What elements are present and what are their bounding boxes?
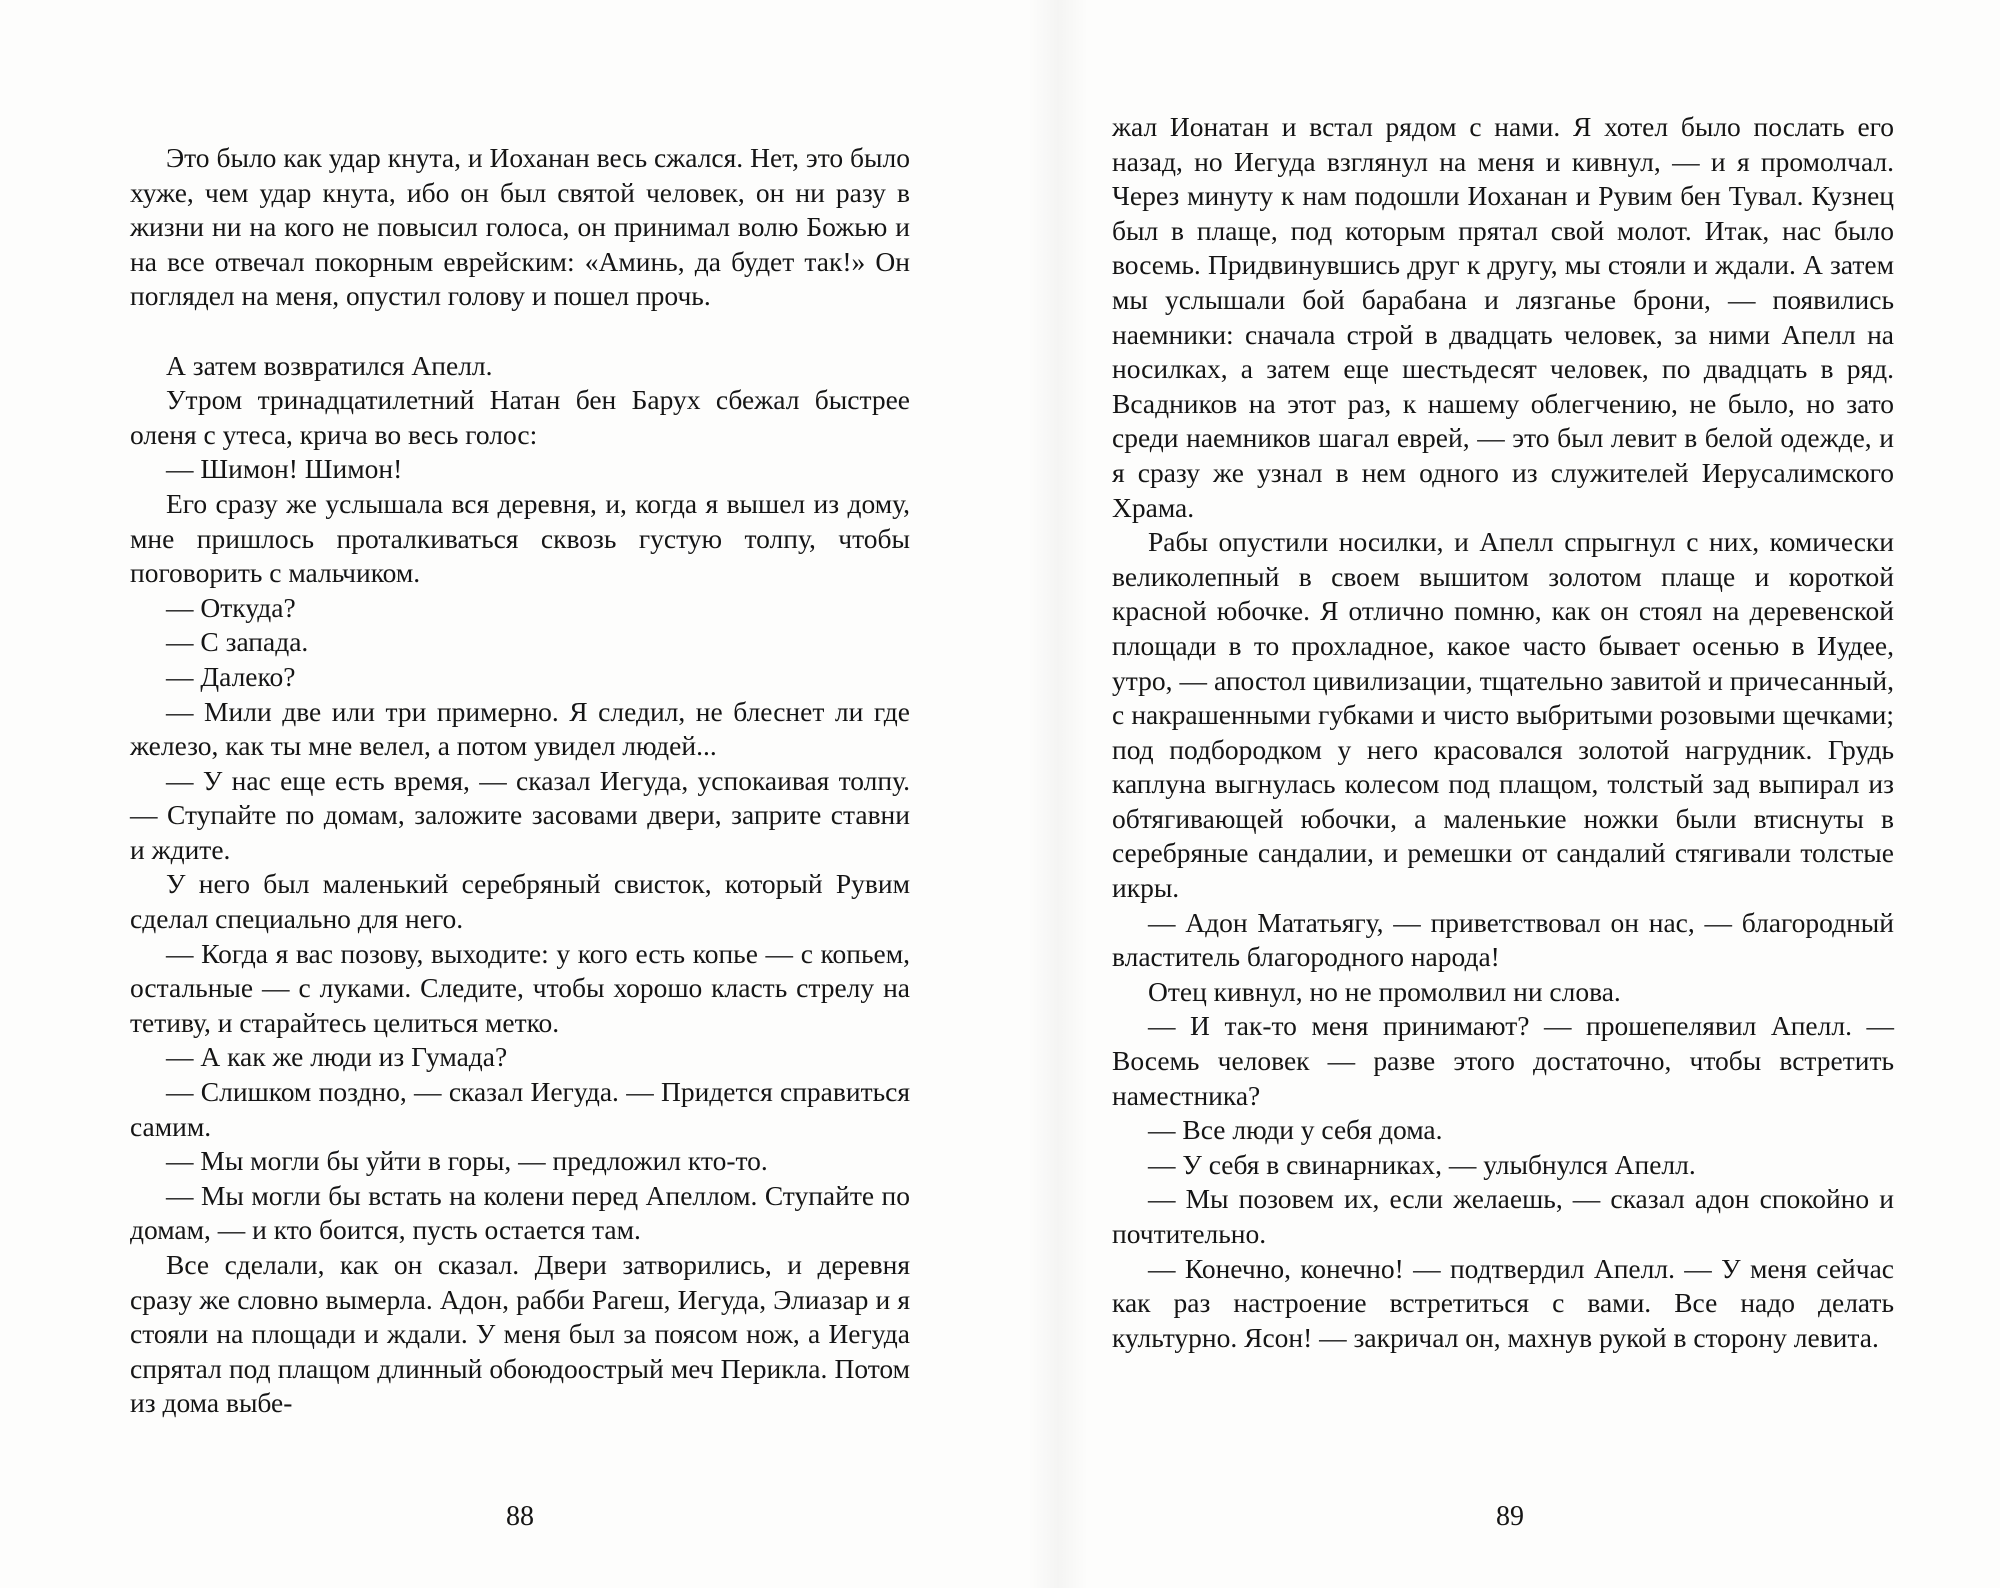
paragraph: — Мы позовем их, если желаешь, — сказал адон спокойно и почтительно. [1112,1183,1894,1249]
paragraph: — Мили две или три примерно. Я следил, не блеснет ли где железо, как ты мне велел, а потом увидел людей... [130,695,910,762]
paragraph: — Шимон! Шимон! [166,453,403,485]
paragraph: — С запада. [166,626,309,658]
paragraph: жал Ионатан и встал рядом с нами. Я хотел было послать его назад, но Иегуда взглянул на меня и кивнул, — и я промолчал. Через минуту к нам подошли Иоханан и Рувим бен Тувал. Кузнец был в плаще, под которым прятал свой молот. Итак, нас было восемь. Придвинувшись друг к другу, мы стояли и ждали. А затем мы услышали бой барабана и лязганье брони, — появились наемники: сначала строй в двадцать человек, за ними Апелл на носилках, а затем еще шестьдесят человек, по двадцать в ряд. Всадников на этот раз, к нашему облегчению, не было, но зато среди наемников шагал еврей, — это был левит в белой одежде, и я сразу же узнал в нем одного из служителей Иерусалимского Храма. [1112,111,1894,523]
paragraph: — Слишком поздно, — сказал Иегуда. — Придется справиться самим. [130,1076,910,1142]
paragraph: — Все люди у себя дома. [1148,1114,1443,1146]
paragraph: — А как же люди из Гумада? [166,1041,508,1073]
paragraph: У него был маленький серебряный свисток, который Рувим сделал специально для него. [130,868,910,935]
right-page-text [1112,110,1894,1355]
paragraph: — Далеко? [166,660,296,692]
paragraph: Утром тринадцатилетний Натан бен Барух сбежал быстрее оленя с утеса, крича во весь голос: [130,384,910,450]
paragraph: — Откуда? [166,591,296,623]
left-page-text [130,141,910,1421]
paragraph: Это было как удар кнута, и Иоханан весь сжался. Нет, это было хуже, чем удар кнута, ибо он был святой человек, он ни разу в жизни ни на кого не повысил голоса, он принимал волю Божью и на все отвечал покорным еврейским: «Аминь, да будет так!» Он поглядел на меня, опустил голову и пошел прочь. [130,142,910,312]
paragraph: Рабы опустили носилки, и Апелл спрыгнул с них, комически великолепный в своем вышитом золотом плаще и короткой красной юбочке. Я отлично помню, как он стоял на деревенской площади в то прохладное, какое часто бывает осенью в Иудее, утро, — апостол цивилизации, тщательно завитой и причесанный, с накрашенными губками и чисто выбритыми розовыми щечками; под подбородком у него красовался золотой нагрудник. Грудь каплуна выгнулась колесом под плащом, толстый зад выпирал из обтягивающей юбочки, а маленькие ножки были втиснуты в серебряные сандалии, и ремешки от сандалий стягивали толстые икры. [1112,526,1894,904]
paragraph: Его сразу же услышала вся деревня, и, когда я вышел из дому, мне пришлось проталкиваться сквозь густую толпу, чтобы поговорить с мальчиком. [130,487,910,589]
right-page [1020,0,2000,1588]
paragraph: — Мы могли бы уйти в горы, — предложил кто-то. [166,1145,768,1177]
paragraph: Отец кивнул, но не промолвил ни слова. [1148,975,1621,1007]
page-number: 88 [506,1501,534,1532]
paragraph: — У себя в свинарниках, — улыбнулся Апелл. [1148,1148,1696,1180]
paragraph: — Мы могли бы встать на колени перед Апеллом. Ступайте по домам, — и кто боится, пусть остается там. [130,1179,910,1246]
paragraph: — Когда я вас позову, выходите: у кого есть копье — с копьем, остальные — с луками. Следите, чтобы хорошо класть стрелу на тетиву, и старайтесь целиться метко. [130,937,910,1038]
page-number: 89 [1496,1501,1524,1532]
paragraph: А затем возвратился Апелл. [166,349,493,381]
paragraph: — У нас еще есть время, — сказал Иегуда, успокаивая толпу. — Ступайте по домам, заложите засовами двери, заприте ставни и ждите. [130,764,910,865]
paragraph: — Адон Мататьягу, — приветствовал он нас, — благородный властитель благородного народа! [1112,906,1894,973]
paragraph: — Конечно, конечно! — подтвердил Апелл. — У меня сейчас как раз настроение встретиться с вами. Все надо делать культурно. Ясон! — закричал он, махнув рукой в сторону левита. [1112,1252,1894,1353]
paragraph: Все сделали, как он сказал. Двери затворились, и деревня сразу же словно вымерла. Адон, рабби Рагеш, Иегуда, Элиазар и я стояли на площади и ждали. У меня был за поясом нож, а Иегуда спрятал под плащом длинный обоюдоострый меч Перикла. Потом из дома выбе- [130,1249,910,1419]
paragraph: — И так-то меня принимают? — прошепелявил Апелл. — Восемь человек — разве этого достаточно, чтобы встретить наместника? [1112,1010,1894,1111]
